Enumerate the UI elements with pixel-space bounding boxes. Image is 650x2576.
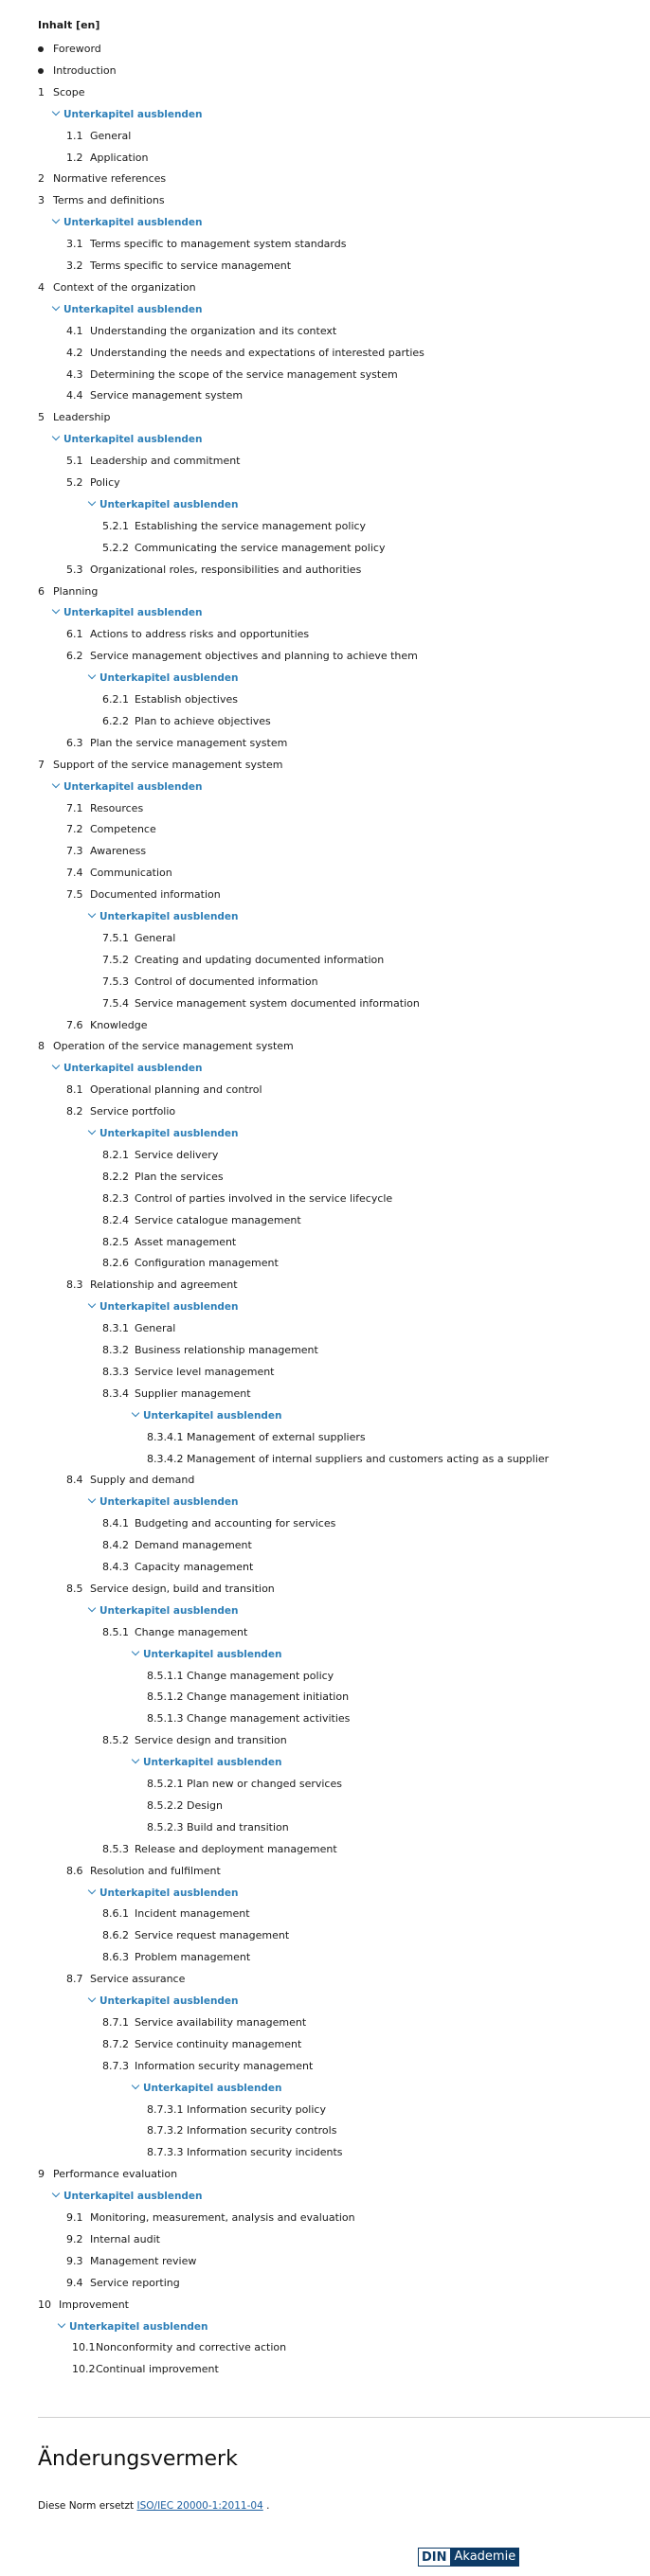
toc-entry-title: Asset management <box>135 1235 237 1248</box>
toc-entry-title: Management of external suppliers <box>187 1430 366 1443</box>
toc-entry-title: Understanding the needs and expectations of interested parties <box>90 346 424 359</box>
toc-entry-number: 2 <box>38 172 45 186</box>
collapse-subchapters-toggle[interactable] <box>59 2317 208 2336</box>
collapse-subchapters-toggle[interactable] <box>89 669 239 688</box>
chevron-down-icon <box>88 1604 96 1612</box>
toggle-label: Unterkapitel ausblenden <box>63 607 203 619</box>
chevron-down-icon <box>132 2081 139 2088</box>
toc-entry-number: 9.3 <box>66 2254 83 2267</box>
toc-entry-number: 7.3 <box>66 845 83 858</box>
toc-entry-title: Supply and demand <box>90 1474 195 1487</box>
toc-entry-number: 7.2 <box>66 823 83 836</box>
toc-entry-number: 7.5.4 <box>102 996 129 1010</box>
toc-entry-number: 4.3 <box>66 367 83 381</box>
toc-entry-number: 6.2.1 <box>102 693 129 706</box>
toggle-label: Unterkapitel ausblenden <box>63 2191 203 2203</box>
toc-entry-number: 8.3.2 <box>102 1344 129 1356</box>
toggle-label: Unterkapitel ausblenden <box>63 434 203 446</box>
toc-entry-title: Resources <box>90 801 144 814</box>
toc-entry-title: Plan the services <box>135 1170 224 1183</box>
toc-entry-title: Documented information <box>90 888 221 902</box>
chevron-down-icon <box>132 1647 139 1655</box>
collapse-subchapters-toggle[interactable] <box>133 1753 282 1772</box>
toc-heading: Inhalt [en] <box>38 19 100 31</box>
collapse-subchapters-toggle[interactable] <box>53 778 203 796</box>
toc-entry-number: 8.3.4 <box>102 1386 129 1400</box>
toc-entry-title: Operational planning and control <box>90 1083 262 1097</box>
toc-entry-number: 8.3 <box>66 1279 83 1292</box>
toc-entry-title: Organizational roles, responsibilities and authorities <box>90 563 362 576</box>
toc-entry-number: 8.7.3.1 <box>147 2102 184 2116</box>
collapse-subchapters-toggle[interactable] <box>53 2187 203 2206</box>
toc-entry-title: Introduction <box>53 63 117 77</box>
toc-entry-title: Normative references <box>53 172 167 186</box>
toc-entry-number: 5.2.2 <box>102 541 129 554</box>
toc-entry-number: 1 <box>38 85 45 98</box>
toc-entry-number: 8.7.1 <box>102 2015 129 2029</box>
toc-entry-title: Planning <box>53 584 99 598</box>
toc-entry-number: 8.2.4 <box>102 1213 129 1226</box>
toggle-label: Unterkapitel ausblenden <box>63 1063 203 1075</box>
toc-entry-title: Change management <box>135 1625 248 1638</box>
toc-entry-number: 10 <box>38 2298 51 2311</box>
collapse-subchapters-toggle[interactable] <box>89 907 239 926</box>
akademie-logo-text: Akademie <box>451 2548 520 2567</box>
toc-entry-number: 8.1 <box>66 1083 83 1097</box>
change-note-suffix: . <box>262 2500 270 2512</box>
toc-entry-number: 8.7.3 <box>102 2059 129 2072</box>
toc-entry-title: Change management initiation <box>187 1690 350 1704</box>
toc-entry-title: Understanding the organization and its context <box>90 324 337 337</box>
toggle-label: Unterkapitel ausblenden <box>143 1757 282 1769</box>
toc-entry-number: 7.6 <box>66 1018 83 1031</box>
chevron-down-icon <box>52 107 60 115</box>
chevron-down-icon <box>88 1886 96 1893</box>
toc-entry-number: 1.1 <box>66 129 83 142</box>
toc-entry-number: 8.3.3 <box>102 1365 129 1378</box>
chevron-down-icon <box>88 910 96 918</box>
toc-entry-title: Service reporting <box>90 2276 180 2289</box>
toc-entry-number: 6 <box>38 584 45 598</box>
toc-entry-title: Release and deployment management <box>135 1842 337 1855</box>
toc-entry-number: 4.1 <box>66 324 83 337</box>
toggle-label: Unterkapitel ausblenden <box>99 1995 239 2007</box>
collapse-subchapters-toggle[interactable] <box>89 1601 239 1620</box>
toc-entry-title: Establish objectives <box>135 693 238 706</box>
toc-entry-number: 6.3 <box>66 736 83 749</box>
toggle-label: Unterkapitel ausblenden <box>143 1409 282 1422</box>
collapse-subchapters-toggle[interactable] <box>53 300 203 319</box>
toc-entry-title: Resolution and fulfilment <box>90 1864 221 1877</box>
bullet-icon <box>38 46 44 52</box>
toc-entry-number: 1.2 <box>66 151 83 164</box>
toc-entry-title: Information security controls <box>187 2124 337 2138</box>
toc-entry-number: 8.4.1 <box>102 1517 129 1530</box>
toc-entry-title: Competence <box>90 823 156 836</box>
din-logo-text: DIN <box>418 2548 451 2567</box>
toc-entry-title: Terms specific to management system standards <box>90 238 347 251</box>
toc-entry-title: Operation of the service management system <box>53 1040 294 1053</box>
toggle-label: Unterkapitel ausblenden <box>99 911 239 922</box>
toc-entry-number: 8.5.3 <box>102 1842 129 1855</box>
toc-entry-number: 10.1 <box>72 2341 96 2354</box>
toc-entry-number: 10.2 <box>72 2363 96 2376</box>
toc-entry-title: Information security management <box>135 2059 314 2072</box>
toc-entry-title: Control of documented information <box>135 975 318 988</box>
toc-entry-title: Plan to achieve objectives <box>135 714 271 727</box>
toc-entry-number: 3 <box>38 194 45 207</box>
chevron-down-icon <box>88 1995 96 2002</box>
toggle-label: Unterkapitel ausblenden <box>63 108 203 120</box>
toc-entry-number: 5.2 <box>66 476 83 489</box>
toc-entry-title: Leadership and commitment <box>90 455 241 468</box>
toc-entry-number: 8.2.3 <box>102 1191 129 1205</box>
toc-entry-title: Service continuity management <box>135 2037 302 2050</box>
chevron-down-icon <box>58 2319 65 2327</box>
toc-entry-number: 9.1 <box>66 2211 83 2224</box>
toc-entry-number: 8.4 <box>66 1474 83 1487</box>
toc-entry-number: 8.4.2 <box>102 1539 129 1552</box>
toc-entry-title: Scope <box>53 85 85 98</box>
toc-entry-number: 3.2 <box>66 259 83 272</box>
toc-entry-title: Configuration management <box>135 1257 279 1270</box>
toggle-label: Unterkapitel ausblenden <box>99 1604 239 1617</box>
toc-entry-number: 8.2.5 <box>102 1235 129 1248</box>
chevron-down-icon <box>52 606 60 614</box>
toc-entry-title: Management review <box>90 2254 197 2267</box>
toc-entry-title: Capacity management <box>135 1561 254 1573</box>
toc-entry-title: Information security incidents <box>187 2146 343 2159</box>
chevron-down-icon <box>132 1408 139 1416</box>
toc-entry-number: 9.4 <box>66 2276 83 2289</box>
toc-entry-number: 8.7 <box>66 1973 83 1986</box>
toc-entry-number: 6.2 <box>66 650 83 663</box>
toc-entry-title: Continual improvement <box>96 2363 219 2376</box>
toc-entry-number: 3.1 <box>66 238 83 251</box>
chevron-down-icon <box>132 1756 139 1763</box>
toc-entry-number: 8.3.4.1 <box>147 1430 184 1443</box>
toc-entry-title: Build and transition <box>187 1820 289 1834</box>
toc-entry-title: Service management objectives and planning to achieve them <box>90 650 418 663</box>
toggle-label: Unterkapitel ausblenden <box>99 1128 239 1139</box>
toc-entry-title: Establishing the service management policy <box>135 519 367 532</box>
toc-entry-number: 5.3 <box>66 563 83 576</box>
toc-entry-title: Information security policy <box>187 2102 326 2116</box>
toc-entry-number: 8.5.2.3 <box>147 1820 184 1834</box>
toc-entry-number: 8.5.1.2 <box>147 1690 184 1704</box>
toc-entry-number: 4.4 <box>66 389 83 402</box>
replaced-standard-link[interactable]: ISO/IEC 20000-1:2011-04 <box>136 2500 263 2512</box>
toc-entry-number: 5 <box>38 411 45 424</box>
toc-entry-title: Service request management <box>135 1929 290 1942</box>
chevron-down-icon <box>52 2190 60 2197</box>
toc-entry-number: 8.6.2 <box>102 1929 129 1942</box>
toggle-label: Unterkapitel ausblenden <box>63 217 203 229</box>
toc-entry-number: 8 <box>38 1040 45 1053</box>
toggle-label: Unterkapitel ausblenden <box>99 1301 239 1314</box>
toc-entry-number: 7.4 <box>66 867 83 880</box>
collapse-subchapters-toggle[interactable] <box>53 213 203 232</box>
toc-entry-title: General <box>90 129 132 142</box>
chevron-down-icon <box>52 779 60 787</box>
toc-entry-title: Service design, build and transition <box>90 1582 275 1595</box>
toc-entry-title: Change management policy <box>187 1669 334 1682</box>
collapse-subchapters-toggle[interactable] <box>89 1992 239 2011</box>
toc-entry-title: Service design and transition <box>135 1734 287 1747</box>
toc-entry-number: 9 <box>38 2168 45 2181</box>
change-note-title: Änderungsvermerk <box>38 2447 238 2471</box>
toggle-label: Unterkapitel ausblenden <box>143 2082 282 2094</box>
chevron-down-icon <box>88 1127 96 1135</box>
toc-entry-number: 5.2.1 <box>102 519 129 532</box>
toc-entry-title: Improvement <box>59 2298 129 2311</box>
toc-entry-number: 7.1 <box>66 801 83 814</box>
chevron-down-icon <box>88 498 96 506</box>
toc-entry-title: Service catalogue management <box>135 1213 301 1226</box>
toc-entry-title: Service availability management <box>135 2015 307 2029</box>
collapse-subchapters-toggle[interactable] <box>53 1059 203 1078</box>
din-akademie-logo[interactable] <box>418 2548 519 2567</box>
toc-entry-number: 8.2 <box>66 1105 83 1118</box>
change-note-text <box>38 2500 269 2512</box>
toc-entry-title: Control of parties involved in the service lifecycle <box>135 1191 393 1205</box>
toc-entry-number: 8.2.2 <box>102 1170 129 1183</box>
toc-entry-title: Foreword <box>53 43 101 55</box>
toc-entry-title: Incident management <box>135 1907 250 1921</box>
toc-entry-number: 8.5.2.2 <box>147 1798 184 1812</box>
toggle-label: Unterkapitel ausblenden <box>63 303 203 315</box>
toc-entry-title: Relationship and agreement <box>90 1279 238 1292</box>
toggle-label: Unterkapitel ausblenden <box>69 2320 208 2333</box>
toc-entry-title: Plan the service management system <box>90 736 288 749</box>
toc-entry-title: Actions to address risks and opportunities <box>90 628 310 641</box>
toc-entry-number: 8.5 <box>66 1582 83 1595</box>
toc-entry-title: Supplier management <box>135 1386 251 1400</box>
toggle-label: Unterkapitel ausblenden <box>99 498 239 510</box>
toc-entry-title: Nonconformity and corrective action <box>96 2341 287 2354</box>
toc-entry-title: Business relationship management <box>135 1344 318 1356</box>
toc-entry-number: 7.5.1 <box>102 931 129 944</box>
toc-entry-number: 9.2 <box>66 2232 83 2245</box>
toc-entry-title: Service management system documented information <box>135 996 420 1010</box>
toc-entry-number: 7.5 <box>66 888 83 902</box>
collapse-subchapters-toggle[interactable] <box>53 603 203 622</box>
toc-entry-title: Policy <box>90 476 120 489</box>
toc-entry-title: Service delivery <box>135 1148 219 1161</box>
toc-entry-title: Communication <box>90 867 172 880</box>
toc-entry-title: Monitoring, measurement, analysis and evaluation <box>90 2211 355 2224</box>
toc-entry-number: 8.5.1.3 <box>147 1712 184 1726</box>
chevron-down-icon <box>52 216 60 224</box>
toc-entry-title: Service assurance <box>90 1973 186 1986</box>
toggle-label: Unterkapitel ausblenden <box>99 1887 239 1899</box>
toc-entry-title: Design <box>187 1798 223 1812</box>
chevron-down-icon <box>52 303 60 311</box>
bullet-icon <box>38 68 44 74</box>
toc-entry-title: Application <box>90 151 149 164</box>
toc-entry-number: 8.3.1 <box>102 1322 129 1335</box>
toc-entry-number: 4 <box>38 280 45 294</box>
toggle-label: Unterkapitel ausblenden <box>63 780 203 793</box>
toc-entry-title: Budgeting and accounting for services <box>135 1517 336 1530</box>
collapse-subchapters-toggle[interactable] <box>53 105 203 124</box>
collapse-subchapters-toggle[interactable] <box>89 495 239 514</box>
toc-entry-number: 8.3.4.2 <box>147 1452 184 1465</box>
toc-entry-number: 8.6 <box>66 1864 83 1877</box>
section-divider <box>38 2417 650 2418</box>
toc-entry-title: General <box>135 931 176 944</box>
toc-entry-title: Internal audit <box>90 2232 160 2245</box>
toc-entry-number: 7 <box>38 758 45 771</box>
collapse-subchapters-toggle[interactable] <box>53 430 203 449</box>
toggle-label: Unterkapitel ausblenden <box>99 672 239 685</box>
chevron-down-icon <box>52 1062 60 1069</box>
toc-entry-number: 8.2.6 <box>102 1257 129 1270</box>
toc-entry-title: Awareness <box>90 845 147 858</box>
collapse-subchapters-toggle[interactable] <box>89 1884 239 1903</box>
toc-entry-title: Determining the scope of the service management system <box>90 367 398 381</box>
collapse-subchapters-toggle[interactable] <box>133 1406 282 1425</box>
toc-entry-title: Service management system <box>90 389 244 402</box>
toc-entry-number: 8.7.3.3 <box>147 2146 184 2159</box>
collapse-subchapters-toggle[interactable] <box>89 1297 239 1316</box>
collapse-subchapters-toggle[interactable] <box>89 1124 239 1143</box>
toc-entry-number: 8.7.3.2 <box>147 2124 184 2138</box>
toc-entry-title: Problem management <box>135 1951 251 1964</box>
toc-entry-number: 8.6.1 <box>102 1907 129 1921</box>
chevron-down-icon <box>88 1495 96 1503</box>
toc-entry-number: 8.5.1 <box>102 1625 129 1638</box>
toc-entry-number: 6.2.2 <box>102 714 129 727</box>
toc-entry-number: 8.5.2 <box>102 1734 129 1747</box>
collapse-subchapters-toggle[interactable] <box>89 1493 239 1512</box>
toc-entry-title: Plan new or changed services <box>187 1778 342 1790</box>
toc-entry-number: 8.5.1.1 <box>147 1669 184 1682</box>
collapse-subchapters-toggle[interactable] <box>133 2079 282 2098</box>
toc-entry-number: 7.5.3 <box>102 975 129 988</box>
toc-entry-number: 6.1 <box>66 628 83 641</box>
toc-entry-number: 8.6.3 <box>102 1951 129 1964</box>
toc-entry-title: Terms and definitions <box>53 194 165 207</box>
toc-entry-title: General <box>135 1322 176 1335</box>
toc-entry-number: 8.7.2 <box>102 2037 129 2050</box>
toc-entry-title: Support of the service management system <box>53 758 283 771</box>
toc-entry-title: Communicating the service management policy <box>135 541 386 554</box>
toc-entry-title: Knowledge <box>90 1018 148 1031</box>
toc-entry-number: 8.2.1 <box>102 1148 129 1161</box>
toggle-label: Unterkapitel ausblenden <box>143 1648 282 1660</box>
toggle-label: Unterkapitel ausblenden <box>99 1496 239 1509</box>
toc-entry-title: Leadership <box>53 411 111 424</box>
toc-entry-number: 8.4.3 <box>102 1561 129 1573</box>
change-note-prefix: Diese Norm ersetzt <box>38 2500 137 2512</box>
chevron-down-icon <box>88 1300 96 1308</box>
toc-entry-number: 7.5.2 <box>102 953 129 966</box>
toc-entry-title: Service level management <box>135 1365 275 1378</box>
chevron-down-icon <box>88 671 96 679</box>
toc-entry-title: Management of internal suppliers and customers acting as a supplier <box>187 1452 550 1465</box>
toc-entry-number: 4.2 <box>66 346 83 359</box>
toc-entry-title: Context of the organization <box>53 280 196 294</box>
toc-entry-title: Service portfolio <box>90 1105 176 1118</box>
toc-entry-number: 5.1 <box>66 455 83 468</box>
toc-entry-title: Performance evaluation <box>53 2168 178 2181</box>
toc-entry-title: Change management activities <box>187 1712 351 1726</box>
collapse-subchapters-toggle[interactable] <box>133 1645 282 1664</box>
chevron-down-icon <box>52 433 60 440</box>
toc-entry-title: Creating and updating documented information <box>135 953 385 966</box>
toc-entry-number: 8.5.2.1 <box>147 1778 184 1790</box>
toc-entry-title: Demand management <box>135 1539 252 1552</box>
toc-entry-title: Terms specific to service management <box>90 259 292 272</box>
